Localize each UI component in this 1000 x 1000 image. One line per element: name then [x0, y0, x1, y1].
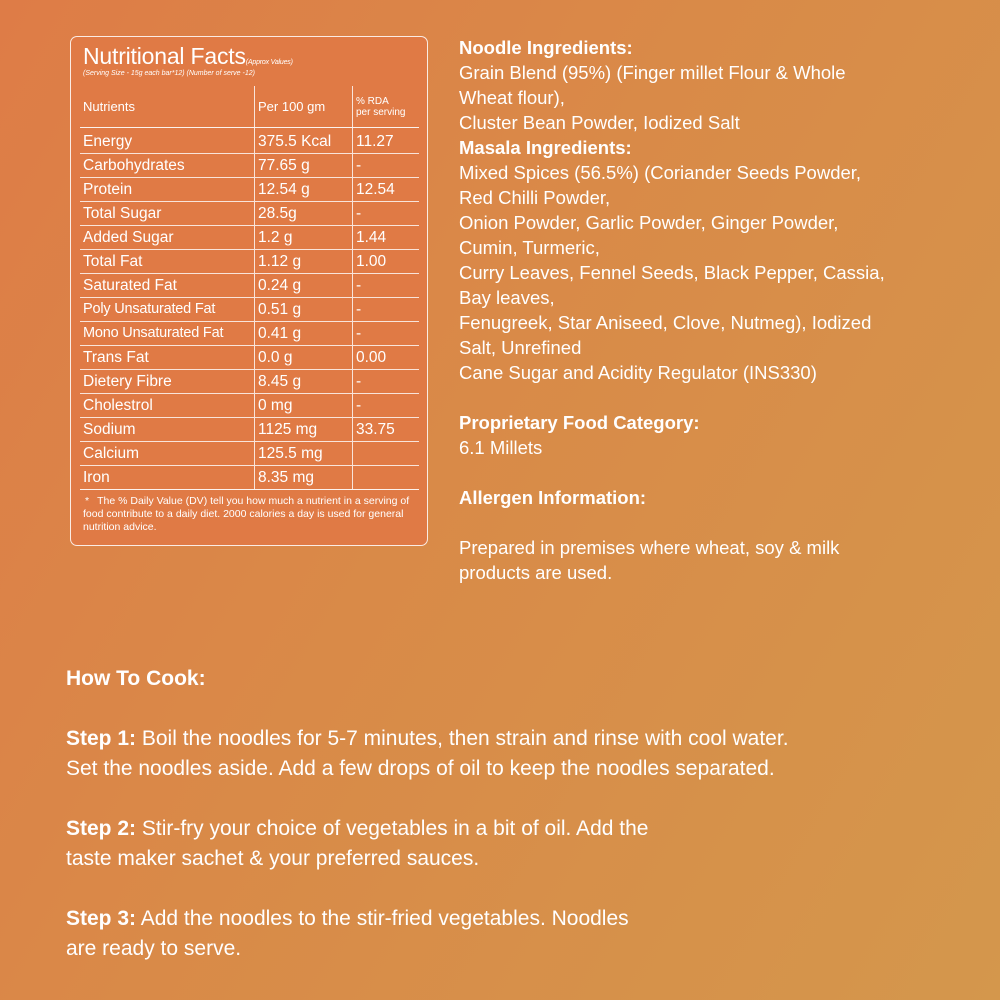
masala-ingredient-line: Cane Sugar and Acidity Regulator (INS330): [459, 362, 817, 383]
table-row: [80, 370, 419, 394]
masala-ingredient-line: Cumin, Turmeric,: [459, 237, 600, 258]
masala-ingredient-line: Curry Leaves, Fennel Seeds, Black Pepper, Cassia,: [459, 262, 885, 283]
spacer: [459, 510, 959, 535]
nutrient-rda: 33.75: [353, 418, 420, 442]
step-text: Add the noodles to the stir-fried vegetables. Noodles: [136, 907, 629, 930]
nutrient-name: Trans Fat: [80, 346, 255, 370]
nutrient-name: Iron: [80, 466, 255, 490]
cook-step-1: [66, 724, 966, 754]
nutrition-title-text: Nutritional Facts: [83, 43, 246, 69]
nutrient-per100: 8.35 mg: [255, 466, 353, 490]
nutrient-name: Carbohydrates: [80, 154, 255, 178]
table-row: [80, 298, 419, 322]
nutrient-rda: 1.44: [353, 226, 420, 250]
table-row: [80, 394, 419, 418]
table-row: [80, 322, 419, 346]
noodle-ingredient-line: Cluster Bean Powder, Iodized Salt: [459, 112, 740, 133]
step-text-continued: taste maker sachet & your preferred sauces.: [66, 847, 480, 870]
table-row: [80, 466, 419, 490]
nutrient-name: Total Sugar: [80, 202, 255, 226]
masala-ingredient-line: Onion Powder, Garlic Powder, Ginger Powder,: [459, 212, 839, 233]
nutrient-rda: -: [353, 298, 420, 322]
nutrient-per100: 1.12 g: [255, 250, 353, 274]
nutrient-per100: 8.45 g: [255, 370, 353, 394]
step-text-continued: are ready to serve.: [66, 937, 242, 960]
cook-step-2: [66, 814, 966, 844]
footnote-star: *: [85, 495, 90, 507]
spacer: [459, 385, 959, 410]
nutrient-per100: 12.54 g: [255, 178, 353, 202]
nutrient-rda: 11.27: [353, 128, 420, 154]
table-row: [80, 346, 419, 370]
nutrient-rda: -: [353, 370, 420, 394]
nutrient-rda: -: [353, 394, 420, 418]
nutrient-per100: 28.5g: [255, 202, 353, 226]
ingredients-column: [459, 35, 959, 585]
nutrient-per100: 375.5 Kcal: [255, 128, 353, 154]
masala-ingredient-line: Red Chilli Powder,: [459, 187, 611, 208]
nutrient-rda: [353, 442, 420, 466]
nutrient-name: Calcium: [80, 442, 255, 466]
nutrient-rda: -: [353, 202, 420, 226]
spacer: [66, 784, 966, 814]
nutrient-name: Poly Unsaturated Fat: [80, 298, 255, 322]
noodle-ingredient-line: Wheat flour),: [459, 87, 565, 108]
step-text-continued: Set the noodles aside. Add a few drops of oil to keep the noodles separated.: [66, 757, 775, 780]
table-row: [80, 178, 419, 202]
nutrient-rda: 1.00: [353, 250, 420, 274]
table-row: [80, 128, 419, 154]
header-per100: Per 100 gm: [255, 86, 353, 128]
nutrient-per100: 0.51 g: [255, 298, 353, 322]
nutrient-rda: 0.00: [353, 346, 420, 370]
nutrient-per100: 1.2 g: [255, 226, 353, 250]
nutrient-per100: 77.65 g: [255, 154, 353, 178]
header-rda-line2: per serving: [356, 106, 406, 118]
noodle-ingredient-line: Grain Blend (95%) (Finger millet Flour & Whole: [459, 62, 846, 83]
nutrient-rda: -: [353, 274, 420, 298]
nutrient-name: Sodium: [80, 418, 255, 442]
header-nutrients: Nutrients: [80, 86, 255, 128]
table-row: [80, 154, 419, 178]
nutrient-rda: 12.54: [353, 178, 420, 202]
nutrient-name: Protein: [80, 178, 255, 202]
table-row: [80, 226, 419, 250]
step-label: Step 3:: [66, 907, 137, 930]
step-text: Stir-fry your choice of vegetables in a bit of oil. Add the: [136, 817, 649, 840]
masala-ingredients-heading: Masala Ingredients:: [459, 137, 632, 158]
masala-ingredient-line: Salt, Unrefined: [459, 337, 582, 358]
nutrition-title: [83, 43, 293, 70]
nutrition-table: [80, 86, 419, 490]
header-rda: [353, 86, 420, 128]
noodle-ingredients-heading: Noodle Ingredients:: [459, 37, 633, 58]
nutrition-facts-panel: [70, 36, 428, 546]
table-row: [80, 418, 419, 442]
cook-step-3: [66, 904, 966, 934]
nutrient-name: Added Sugar: [80, 226, 255, 250]
nutrient-rda: -: [353, 322, 420, 346]
masala-ingredient-line: Fenugreek, Star Aniseed, Clove, Nutmeg), Iodized: [459, 312, 872, 333]
nutrient-rda: -: [353, 154, 420, 178]
step-text: Boil the noodles for 5-7 minutes, then strain and rinse with cool water.: [136, 727, 789, 750]
allergen-line: products are used.: [459, 562, 613, 583]
footnote-text: The % Daily Value (DV) tell you how much a nutrient in a serving of food contribute to a daily diet. 2000 calories a day is used for general nutrition advice.: [83, 495, 410, 533]
approx-values-note: (Approx Values): [245, 59, 293, 66]
food-category-heading: Proprietary Food Category:: [459, 412, 700, 433]
spacer: [459, 460, 959, 485]
nutrient-per100: 0.0 g: [255, 346, 353, 370]
nutrient-per100: 0 mg: [255, 394, 353, 418]
nutrition-header-row: [80, 86, 419, 128]
table-row: [80, 274, 419, 298]
daily-value-footnote: [83, 495, 418, 534]
nutrient-per100: 0.41 g: [255, 322, 353, 346]
spacer: [66, 694, 966, 724]
nutrient-rda: [353, 466, 420, 490]
table-row: [80, 442, 419, 466]
header-rda-line1: % RDA: [356, 95, 389, 107]
allergen-heading: Allergen Information:: [459, 487, 647, 508]
nutrient-name: Total Fat: [80, 250, 255, 274]
nutrient-per100: 1125 mg: [255, 418, 353, 442]
how-to-cook-title: How To Cook:: [66, 667, 206, 690]
spacer: [66, 874, 966, 904]
how-to-cook-section: [66, 664, 966, 964]
step-label: Step 2:: [66, 817, 137, 840]
masala-ingredient-line: Mixed Spices (56.5%) (Coriander Seeds Powder,: [459, 162, 862, 183]
step-label: Step 1:: [66, 727, 137, 750]
nutrient-per100: 125.5 mg: [255, 442, 353, 466]
allergen-line: Prepared in premises where wheat, soy & milk: [459, 537, 840, 558]
nutrient-name: Energy: [80, 128, 255, 154]
serving-info: (Serving Size - 15g each bar*12) (Number of serve -12): [83, 70, 255, 77]
food-category-value: 6.1 Millets: [459, 437, 543, 458]
masala-ingredient-line: Bay leaves,: [459, 287, 555, 308]
nutrient-name: Saturated Fat: [80, 274, 255, 298]
table-row: [80, 250, 419, 274]
nutrient-name: Cholestrol: [80, 394, 255, 418]
nutrient-name: Dietery Fibre: [80, 370, 255, 394]
nutrient-per100: 0.24 g: [255, 274, 353, 298]
nutrient-name: Mono Unsaturated Fat: [80, 322, 255, 346]
table-row: [80, 202, 419, 226]
